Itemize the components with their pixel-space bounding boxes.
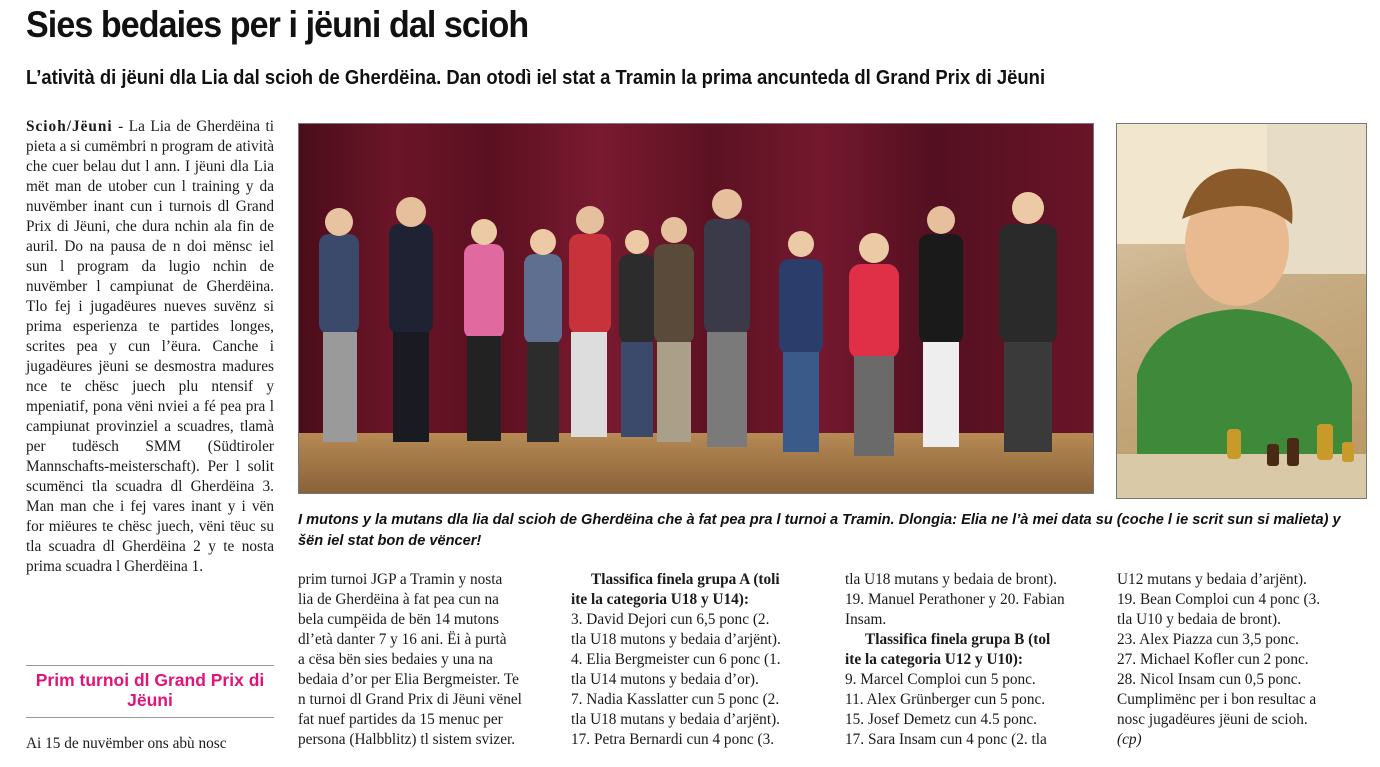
ranking-line: tla U10 y bedaia de bront). <box>1117 611 1281 628</box>
ranking-line: U12 mutans y bedaia d’arjënt). <box>1117 571 1307 588</box>
column4 <box>845 570 1097 750</box>
intro-paragraph <box>26 117 274 577</box>
col2-line: fat nuef partides da 15 menuc per <box>298 711 503 728</box>
group-a-heading-cont: ite la categoria U18 y U14): <box>571 591 749 608</box>
closing-line: Cumplimënc per i bon resultac a <box>1117 691 1317 708</box>
ranking-line: 3. David Dejori cun 6,5 ponc (2. <box>571 611 770 628</box>
ranking-line: 23. Alex Piazza cun 3,5 ponc. <box>1117 631 1299 648</box>
group-b-heading: Tlassifica finela grupa B (tol <box>865 631 1051 648</box>
col2-line: dl’età danter 7 y 16 ani. Ëi à purtà <box>298 631 507 648</box>
ranking-line: tla U14 mutons y bedaia d’or). <box>571 671 759 688</box>
column5 <box>1117 570 1369 750</box>
team-photo <box>298 123 1094 494</box>
intro-column <box>26 117 274 577</box>
ranking-line: 17. Sara Insam cun 4 ponc (2. tla <box>845 731 1047 748</box>
ranking-line: 19. Bean Comploi cun 4 ponc (3. <box>1117 591 1321 608</box>
team-photo-illustration <box>299 124 1093 493</box>
closing-line: nosc jugadëures jëuni de scioh. <box>1117 711 1308 728</box>
col2-line: prim turnoi JGP a Tramin y nosta <box>298 571 503 588</box>
ranking-line: tla U18 mutans y bedaia d’arjënt). <box>571 711 780 728</box>
subheadline: L’atività di jëuni dla Lia dal scioh de Gherdëina. Dan otodì iel stat a Tramin la prima ancunteda dl Grand Prix di Jëuni <box>26 66 1046 89</box>
ranking-line: 7. Nadia Kasslatter cun 5 ponc (2. <box>571 691 780 708</box>
ranking-line: tla U18 mutans y bedaia de bront). <box>845 571 1057 588</box>
column2 <box>298 570 550 750</box>
ranking-line: tla U18 mutons y bedaia d’arjënt). <box>571 631 781 648</box>
ranking-line: 28. Nicol Insam cun 0,5 ponc. <box>1117 671 1302 688</box>
group-b-heading-cont: ite la categoria U12 y U10): <box>845 651 1023 668</box>
ranking-line: 9. Marcel Comploi cun 5 ponc. <box>845 671 1036 688</box>
player-photo <box>1116 123 1367 499</box>
author-signature: (cp) <box>1117 731 1142 748</box>
column1-tail: Ai 15 de nuvëmber ons abù nosc <box>26 735 227 752</box>
col2-line: a cësa bën sies bedaies y una na <box>298 651 493 668</box>
col2-line: bedaia d’or per Elia Bergmeister. Te <box>298 671 519 688</box>
intro-body: - La Lia de Gherdëina ti pieta a si cumëmbri n program de atività che cuer belau dut l ann. I jëuni dla Lia mët man de utober cun l training y da nuvëmber inant cun i turnois dl Grand Prix di Jëuni, che dura nchin ala fin de auril. Do na pausa de n doi mënsc iel sun l program da lugio nchin de nuvëmber l campiunat de Gherdëina. Tlo fej i jugadëures nueves suvënz si prima esperienza te partides longes, scrites pea y cun l’ëura. Canche i jugadëures jëuni se desmostra madures nce te chësc juech plu ntensif y mpeniatif, pona vëni nviei a fé pea pra l campiunat provinziel a scuadres, tlamà per tudësch SMM (Südtiroler Mannschafts-meisterschaft). Per l solit scumënci tla scuadra dl Gherdëina 3. Man man che i fej vares inant y i vën for miëures te chësc juech, vëni tëuc su tla scuadra dl Gherdëina 2 y te nosta prima scuadra l Gherdëina 1. <box>26 118 274 575</box>
ranking-line: Insam. <box>845 611 887 628</box>
group-a-heading: Tlassifica finela grupa A (toli <box>591 571 780 588</box>
ranking-line: 27. Michael Kofler cun 2 ponc. <box>1117 651 1309 668</box>
section-rule-bottom <box>26 717 274 718</box>
col2-line: persona (Halbblitz) tl sistem svizer. <box>298 731 516 748</box>
column3 <box>571 570 823 750</box>
intro-lead: Scioh/Jëuni <box>26 118 113 135</box>
col2-line: bela cumpëida de bën 14 mutons <box>298 611 499 628</box>
col2-line: lia de Gherdëina à fat pea cun na <box>298 591 499 608</box>
section-heading: Prim turnoi dl Grand Prix di Jëuni <box>35 670 265 710</box>
ranking-line: 4. Elia Bergmeister cun 6 ponc (1. <box>571 651 781 668</box>
photo-caption: I mutons y la mutans dla lia dal scioh de Gherdëina che à fat pea pra l turnoi a Tramin. Dlongia: Elia ne l’à mei data su (coche l ie scrit sun si malieta) y šën iel stat bon de vëncer! <box>298 512 1341 549</box>
ranking-line: 15. Josef Demetz cun 4.5 ponc. <box>845 711 1038 728</box>
ranking-line: 11. Alex Grünberger cun 5 ponc. <box>845 691 1046 708</box>
headline: Sies bedaies per i jëuni dal scioh <box>26 4 529 45</box>
player-photo-illustration <box>1117 124 1366 498</box>
ranking-line: 19. Manuel Perathoner y 20. Fabian <box>845 591 1065 608</box>
ranking-line: 17. Petra Bernardi cun 4 ponc (3. <box>571 731 775 748</box>
section-rule-top <box>26 665 274 666</box>
col2-line: n turnoi dl Grand Prix di Jëuni vënel <box>298 691 522 708</box>
